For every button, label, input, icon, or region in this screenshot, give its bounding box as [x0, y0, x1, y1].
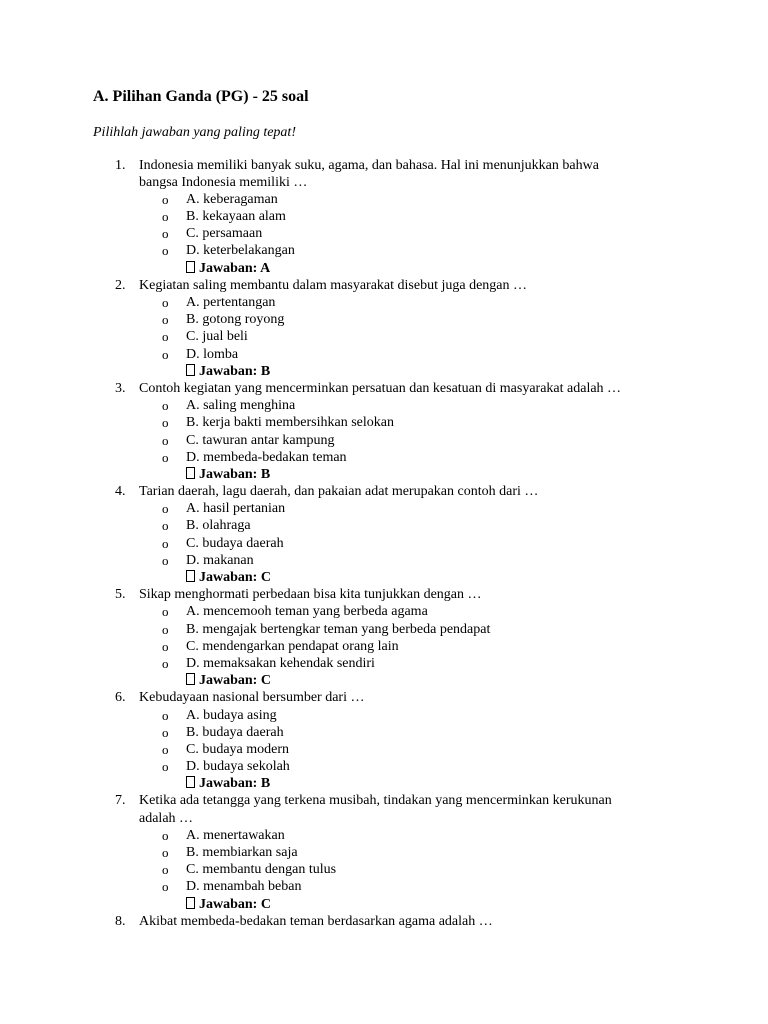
- question-list: [0, 157, 768, 930]
- question-line: [0, 586, 768, 603]
- question-text: Indonesia memiliki banyak suku, agama, dan bahasa. Hal ini menunjukkan bahwa: [139, 157, 599, 173]
- question-item: [0, 277, 768, 380]
- question-text: Tarian daerah, lagu daerah, dan pakaian adat merupakan contoh dari …: [139, 484, 539, 500]
- question-number: 2.: [115, 277, 126, 293]
- question-item: [0, 792, 768, 912]
- option-line: [0, 191, 768, 208]
- option-line: [0, 603, 768, 620]
- answer-line: [0, 896, 768, 913]
- option-bullet-icon: o: [162, 552, 169, 568]
- option-text: D. budaya sekolah: [186, 759, 290, 775]
- option-text: B. membiarkan saja: [186, 845, 298, 860]
- option-line: [0, 655, 768, 672]
- checkbox-icon: [186, 570, 195, 582]
- question-number: 6.: [115, 690, 126, 706]
- checkbox-icon: [186, 897, 195, 909]
- option-text: D. membeda-bedakan teman: [186, 449, 347, 465]
- option-bullet-icon: o: [162, 312, 169, 328]
- option-bullet-icon: o: [162, 655, 169, 671]
- option-line: [0, 242, 768, 259]
- question-text: Sikap menghormati perbedaan bisa kita tunjukkan dengan …: [139, 587, 482, 603]
- question-number: 3.: [115, 380, 126, 396]
- question-text: bangsa Indonesia memiliki …: [139, 174, 308, 190]
- option-bullet-icon: o: [162, 862, 169, 878]
- answer-label: Jawaban:: [199, 896, 261, 912]
- checkbox-icon: [186, 467, 195, 479]
- option-text: B. gotong royong: [186, 312, 285, 328]
- answer-line: [0, 672, 768, 689]
- option-bullet-icon: o: [162, 845, 169, 860]
- question-item: [0, 483, 768, 586]
- answer-line: [0, 260, 768, 277]
- question-text: Contoh kegiatan yang mencerminkan persatuan dan kesatuan di masyarakat adalah …: [139, 380, 622, 396]
- option-bullet-icon: o: [162, 329, 169, 345]
- answer-key: [186, 672, 271, 689]
- answer-value: C: [260, 570, 271, 585]
- answer-key: [186, 775, 270, 792]
- option-bullet-icon: o: [162, 432, 169, 448]
- option-line: [0, 724, 768, 741]
- question-number: 1.: [115, 157, 126, 173]
- question-number: 7.: [115, 793, 126, 809]
- answer-line: [0, 363, 768, 380]
- answer-value: C: [260, 896, 271, 912]
- question-number: 5.: [115, 587, 126, 603]
- option-text: A. keberagaman: [186, 191, 278, 207]
- question-line: [0, 792, 768, 809]
- answer-line: [0, 775, 768, 792]
- option-bullet-icon: o: [162, 638, 169, 654]
- option-line: [0, 707, 768, 724]
- option-bullet-icon: o: [162, 398, 169, 414]
- answer-label: Jawaban:: [199, 466, 261, 482]
- option-line: [0, 208, 768, 225]
- option-line: [0, 311, 768, 328]
- option-line: [0, 449, 768, 466]
- option-line: [0, 535, 768, 552]
- question-number: 8.: [115, 913, 126, 929]
- option-line: [0, 552, 768, 569]
- question-line: [0, 157, 768, 174]
- option-line: [0, 758, 768, 775]
- option-line: [0, 517, 768, 534]
- checkbox-icon: [186, 673, 195, 685]
- option-text: C. membantu dengan tulus: [186, 862, 337, 878]
- answer-key: [186, 569, 271, 586]
- answer-key: [186, 260, 270, 277]
- option-bullet-icon: o: [162, 449, 169, 465]
- option-text: D. lomba: [186, 346, 239, 362]
- answer-label: Jawaban:: [199, 363, 261, 379]
- option-line: [0, 861, 768, 878]
- question-item: [0, 586, 768, 689]
- option-text: D. menambah beban: [186, 879, 302, 895]
- answer-value: A: [260, 260, 271, 276]
- option-text: B. kerja bakti membersihkan selokan: [186, 415, 394, 431]
- question-number: 4.: [115, 484, 126, 500]
- answer-value: B: [260, 363, 271, 379]
- question-line: [0, 913, 768, 930]
- option-bullet-icon: o: [162, 707, 169, 723]
- checkbox-icon: [186, 364, 195, 376]
- question-text: Ketika ada tetangga yang terkena musibah, tindakan yang mencerminkan kerukunan: [139, 793, 612, 809]
- answer-key: [186, 896, 271, 913]
- option-bullet-icon: o: [162, 724, 169, 740]
- instruction-text: Pilihlah jawaban yang paling tepat!: [93, 125, 296, 140]
- question-line: [0, 810, 768, 827]
- option-bullet-icon: o: [162, 604, 169, 620]
- option-bullet-icon: o: [162, 295, 169, 310]
- question-line: [0, 380, 768, 397]
- answer-value: B: [260, 776, 271, 792]
- option-line: [0, 500, 768, 517]
- answer-label: Jawaban:: [199, 673, 261, 689]
- answer-key: [186, 363, 270, 380]
- option-bullet-icon: o: [162, 209, 169, 225]
- option-line: [0, 878, 768, 895]
- option-line: [0, 638, 768, 655]
- option-text: A. menertawakan: [186, 827, 285, 843]
- option-line: [0, 621, 768, 638]
- question-text: Akibat membeda-bedakan teman berdasarkan agama adalah …: [139, 913, 493, 929]
- question-text: Kegiatan saling membantu dalam masyarakat disebut juga dengan …: [139, 277, 527, 293]
- question-text: adalah …: [139, 810, 194, 826]
- option-line: [0, 346, 768, 363]
- option-text: B. budaya daerah: [186, 724, 284, 740]
- option-text: B. kekayaan alam: [186, 209, 286, 225]
- option-line: [0, 844, 768, 861]
- section-heading: A. Pilihan Ganda (PG) - 25 soal: [93, 88, 309, 105]
- answer-value: C: [260, 673, 271, 689]
- answer-key: [186, 466, 270, 483]
- answer-line: [0, 466, 768, 483]
- option-text: A. pertentangan: [186, 295, 276, 310]
- option-text: D. makanan: [186, 552, 254, 568]
- option-line: [0, 328, 768, 345]
- checkbox-icon: [186, 261, 195, 273]
- option-bullet-icon: o: [162, 741, 169, 757]
- question-text: Kebudayaan nasional bersumber dari …: [139, 690, 365, 706]
- question-line: [0, 277, 768, 294]
- option-bullet-icon: o: [162, 226, 169, 242]
- option-bullet-icon: o: [162, 415, 169, 431]
- question-line: [0, 174, 768, 191]
- answer-label: Jawaban:: [199, 260, 261, 276]
- option-bullet-icon: o: [162, 621, 169, 637]
- option-bullet-icon: o: [162, 759, 169, 775]
- question-line: [0, 483, 768, 500]
- answer-label: Jawaban:: [199, 570, 261, 585]
- answer-value: B: [260, 466, 271, 482]
- option-text: B. olahraga: [186, 518, 251, 534]
- question-item: [0, 689, 768, 792]
- answer-line: [0, 569, 768, 586]
- option-bullet-icon: o: [162, 827, 169, 843]
- option-line: [0, 414, 768, 431]
- option-text: C. jual beli: [186, 329, 248, 345]
- question-item: [0, 913, 768, 930]
- option-text: C. budaya daerah: [186, 535, 284, 551]
- option-line: [0, 397, 768, 414]
- option-line: [0, 741, 768, 758]
- question-line: [0, 689, 768, 706]
- option-bullet-icon: o: [162, 191, 169, 207]
- answer-label: Jawaban:: [199, 776, 261, 792]
- option-text: A. saling menghina: [186, 398, 296, 414]
- question-item: [0, 380, 768, 483]
- option-line: [0, 432, 768, 449]
- option-bullet-icon: o: [162, 879, 169, 895]
- option-bullet-icon: o: [162, 518, 169, 534]
- option-bullet-icon: o: [162, 535, 169, 551]
- option-text: A. hasil pertanian: [186, 501, 286, 517]
- option-bullet-icon: o: [162, 243, 169, 259]
- option-line: [0, 294, 768, 311]
- checkbox-icon: [186, 776, 195, 788]
- option-text: A. budaya asing: [186, 707, 277, 723]
- option-text: C. persamaan: [186, 226, 263, 242]
- option-text: C. tawuran antar kampung: [186, 432, 335, 448]
- option-text: A. mencemooh teman yang berbeda agama: [186, 604, 428, 620]
- option-text: B. mengajak bertengkar teman yang berbeda pendapat: [186, 621, 491, 637]
- option-text: D. keterbelakangan: [186, 243, 295, 259]
- option-line: [0, 225, 768, 242]
- option-text: C. mendengarkan pendapat orang lain: [186, 638, 399, 654]
- option-bullet-icon: o: [162, 346, 169, 362]
- option-text: D. memaksakan kehendak sendiri: [186, 655, 375, 671]
- option-text: C. budaya modern: [186, 741, 290, 757]
- question-item: [0, 157, 768, 277]
- option-bullet-icon: o: [162, 501, 169, 517]
- option-line: [0, 827, 768, 844]
